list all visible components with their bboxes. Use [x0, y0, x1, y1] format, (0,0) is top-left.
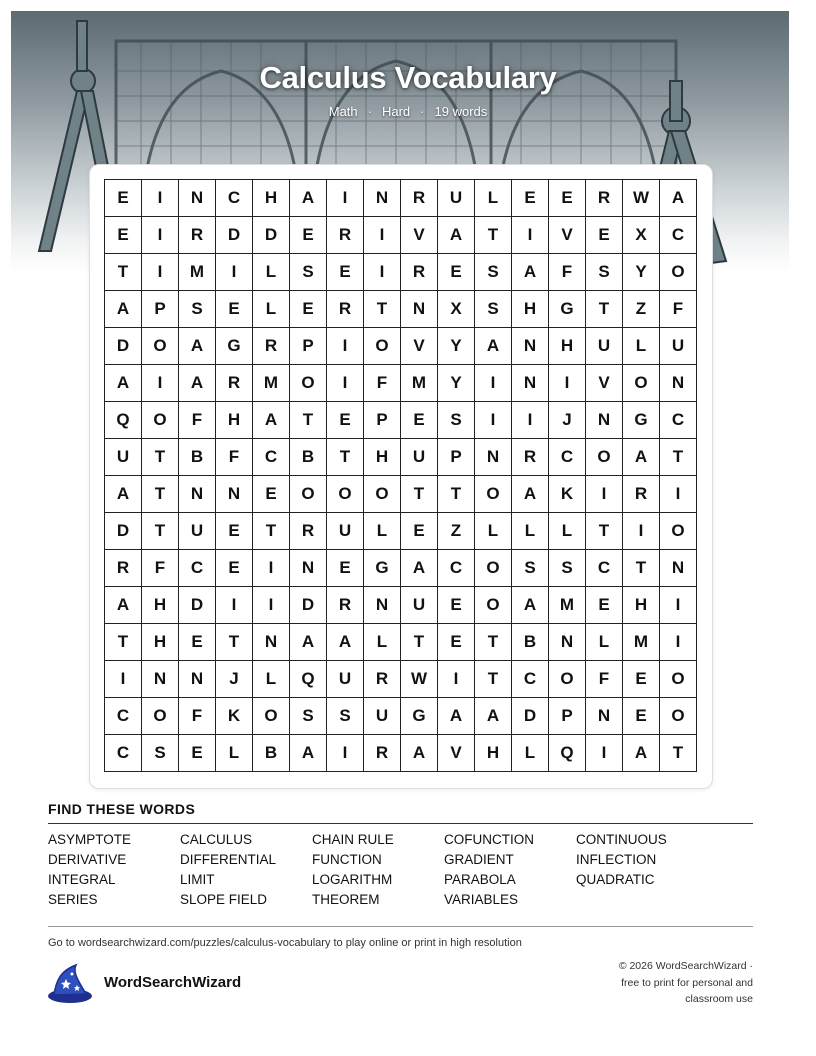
grid-cell[interactable]: R: [327, 587, 364, 624]
grid-cell[interactable]: L: [586, 624, 623, 661]
grid-cell[interactable]: Y: [623, 254, 660, 291]
grid-cell[interactable]: D: [216, 217, 253, 254]
grid-cell[interactable]: F: [660, 291, 697, 328]
grid-cell[interactable]: N: [660, 550, 697, 587]
grid-cell[interactable]: H: [364, 439, 401, 476]
grid-cell[interactable]: I: [475, 365, 512, 402]
grid-cell[interactable]: H: [253, 180, 290, 217]
grid-cell[interactable]: I: [549, 365, 586, 402]
grid-cell[interactable]: G: [549, 291, 586, 328]
grid-cell[interactable]: E: [290, 217, 327, 254]
grid-cell[interactable]: I: [142, 365, 179, 402]
copyright-line: free to print for personal and: [621, 976, 753, 989]
play-online-note: Go to wordsearchwizard.com/puzzles/calculus-vocabulary to play online or print in high resolution: [48, 937, 522, 949]
grid-cell[interactable]: S: [290, 698, 327, 735]
grid-cell[interactable]: I: [142, 217, 179, 254]
grid-cell[interactable]: H: [512, 291, 549, 328]
grid-cell[interactable]: C: [253, 439, 290, 476]
grid-cell[interactable]: S: [327, 698, 364, 735]
subject-label: Math: [328, 104, 358, 119]
grid-cell[interactable]: A: [401, 550, 438, 587]
word-list-item: VARIABLES: [444, 892, 519, 907]
word-list-item: PARABOLA: [444, 872, 516, 887]
word-list-item: SERIES: [48, 892, 98, 907]
grid-cell[interactable]: V: [438, 735, 475, 772]
grid-cell[interactable]: E: [290, 291, 327, 328]
puzzle-meta: [0, 104, 816, 119]
grid-cell[interactable]: A: [623, 439, 660, 476]
grid-cell[interactable]: H: [142, 587, 179, 624]
grid-cell[interactable]: V: [586, 365, 623, 402]
meta-separator: ·: [367, 104, 372, 119]
grid-cell[interactable]: L: [253, 661, 290, 698]
grid-cell[interactable]: M: [623, 624, 660, 661]
grid-cell[interactable]: N: [364, 180, 401, 217]
grid-cell[interactable]: A: [179, 328, 216, 365]
word-list-item: FUNCTION: [312, 852, 382, 867]
grid-cell[interactable]: U: [327, 513, 364, 550]
word-list-item: GRADIENT: [444, 852, 514, 867]
grid-cell[interactable]: A: [105, 476, 142, 513]
grid-cell[interactable]: T: [401, 476, 438, 513]
grid-cell[interactable]: N: [179, 476, 216, 513]
copyright-notice: [553, 958, 753, 1008]
grid-cell[interactable]: Q: [549, 735, 586, 772]
grid-cell[interactable]: P: [549, 698, 586, 735]
difficulty-label: Hard: [381, 104, 411, 119]
grid-cell[interactable]: H: [623, 587, 660, 624]
grid-cell[interactable]: I: [438, 661, 475, 698]
grid-cell[interactable]: A: [660, 180, 697, 217]
grid-cell[interactable]: N: [290, 550, 327, 587]
grid-cell[interactable]: E: [179, 624, 216, 661]
grid-cell[interactable]: T: [475, 624, 512, 661]
grid-cell[interactable]: M: [549, 587, 586, 624]
grid-cell[interactable]: U: [401, 439, 438, 476]
grid-cell[interactable]: E: [438, 254, 475, 291]
word-list-item: DERIVATIVE: [48, 852, 127, 867]
grid-cell[interactable]: E: [549, 180, 586, 217]
grid-cell[interactable]: G: [364, 550, 401, 587]
grid-cell[interactable]: C: [105, 735, 142, 772]
grid-cell[interactable]: I: [327, 365, 364, 402]
grid-cell[interactable]: E: [623, 698, 660, 735]
grid-cell[interactable]: R: [623, 476, 660, 513]
grid-cell[interactable]: P: [290, 328, 327, 365]
grid-cell[interactable]: A: [438, 698, 475, 735]
grid-cell[interactable]: C: [438, 550, 475, 587]
grid-cell[interactable]: L: [253, 291, 290, 328]
grid-cell[interactable]: I: [253, 587, 290, 624]
grid-cell[interactable]: U: [105, 439, 142, 476]
grid-cell[interactable]: S: [438, 402, 475, 439]
grid-cell[interactable]: V: [401, 217, 438, 254]
grid-cell[interactable]: V: [549, 217, 586, 254]
grid-cell[interactable]: Q: [290, 661, 327, 698]
page-title: Calculus Vocabulary: [259, 60, 557, 95]
word-list: [48, 832, 748, 912]
grid-cell[interactable]: U: [179, 513, 216, 550]
grid-cell[interactable]: R: [179, 217, 216, 254]
grid-cell[interactable]: F: [549, 254, 586, 291]
grid-cell[interactable]: N: [216, 476, 253, 513]
grid-cell[interactable]: S: [475, 254, 512, 291]
copyright-line: classroom use: [685, 993, 753, 1005]
grid-cell[interactable]: O: [142, 698, 179, 735]
grid-cell[interactable]: B: [512, 624, 549, 661]
grid-cell[interactable]: L: [475, 513, 512, 550]
grid-cell[interactable]: I: [660, 587, 697, 624]
grid-cell[interactable]: U: [364, 698, 401, 735]
grid-cell[interactable]: C: [216, 180, 253, 217]
grid-cell[interactable]: I: [512, 402, 549, 439]
grid-cell[interactable]: H: [475, 735, 512, 772]
word-list-item: LIMIT: [180, 872, 215, 887]
grid-cell[interactable]: O: [660, 254, 697, 291]
grid-cell[interactable]: K: [216, 698, 253, 735]
grid-cell[interactable]: A: [401, 735, 438, 772]
grid-cell[interactable]: I: [142, 254, 179, 291]
grid-cell[interactable]: I: [216, 587, 253, 624]
grid-cell[interactable]: L: [364, 513, 401, 550]
grid-cell[interactable]: C: [549, 439, 586, 476]
grid-cell[interactable]: I: [512, 217, 549, 254]
grid-cell[interactable]: L: [512, 735, 549, 772]
grid-cell[interactable]: H: [216, 402, 253, 439]
grid-cell[interactable]: O: [660, 661, 697, 698]
grid-cell[interactable]: E: [401, 513, 438, 550]
grid-cell[interactable]: N: [475, 439, 512, 476]
grid-cell[interactable]: G: [216, 328, 253, 365]
grid-cell[interactable]: L: [512, 513, 549, 550]
grid-cell[interactable]: I: [475, 402, 512, 439]
grid-cell[interactable]: S: [179, 291, 216, 328]
grid-cell[interactable]: N: [660, 365, 697, 402]
grid-cell[interactable]: O: [660, 513, 697, 550]
brand-name: WordSearchWizard: [104, 974, 242, 991]
word-list-heading: FIND THESE WORDS: [48, 801, 196, 817]
grid-cell[interactable]: E: [327, 402, 364, 439]
grid-cell[interactable]: N: [549, 624, 586, 661]
grid-cell[interactable]: T: [660, 439, 697, 476]
grid-cell[interactable]: Z: [623, 291, 660, 328]
grid-cell[interactable]: R: [401, 254, 438, 291]
grid-cell[interactable]: P: [364, 402, 401, 439]
grid-cell[interactable]: N: [142, 661, 179, 698]
grid-cell[interactable]: O: [475, 476, 512, 513]
grid-cell[interactable]: A: [512, 587, 549, 624]
grid-cell[interactable]: E: [253, 476, 290, 513]
word-list-item: DIFFERENTIAL: [180, 852, 277, 867]
grid-cell[interactable]: U: [327, 661, 364, 698]
grid-cell[interactable]: A: [512, 254, 549, 291]
grid-cell[interactable]: R: [290, 513, 327, 550]
grid-cell[interactable]: R: [364, 661, 401, 698]
grid-cell[interactable]: O: [475, 587, 512, 624]
word-list-item: INTEGRAL: [48, 872, 116, 887]
grid-cell[interactable]: I: [253, 550, 290, 587]
grid-cell[interactable]: K: [549, 476, 586, 513]
grid-cell[interactable]: F: [216, 439, 253, 476]
letter-grid[interactable]: [104, 179, 697, 772]
grid-cell[interactable]: A: [475, 328, 512, 365]
grid-cell[interactable]: L: [623, 328, 660, 365]
grid-cell[interactable]: T: [216, 624, 253, 661]
grid-cell[interactable]: E: [327, 254, 364, 291]
word-list-item: CHAIN RULE: [312, 832, 394, 847]
grid-cell[interactable]: I: [660, 476, 697, 513]
grid-cell[interactable]: I: [364, 254, 401, 291]
grid-cell[interactable]: B: [290, 439, 327, 476]
grid-cell[interactable]: F: [142, 550, 179, 587]
grid-cell[interactable]: T: [660, 735, 697, 772]
grid-cell[interactable]: S: [586, 254, 623, 291]
grid-cell[interactable]: N: [586, 698, 623, 735]
grid-cell[interactable]: W: [623, 180, 660, 217]
word-count-label: 19 words: [434, 104, 488, 119]
grid-cell[interactable]: E: [216, 513, 253, 550]
grid-cell[interactable]: I: [586, 476, 623, 513]
word-list-item: THEOREM: [312, 892, 380, 907]
grid-cell[interactable]: L: [549, 513, 586, 550]
grid-cell[interactable]: A: [105, 291, 142, 328]
grid-cell[interactable]: E: [401, 402, 438, 439]
grid-cell[interactable]: U: [586, 328, 623, 365]
grid-cell[interactable]: T: [475, 217, 512, 254]
grid-cell[interactable]: L: [253, 254, 290, 291]
grid-cell[interactable]: E: [586, 217, 623, 254]
word-list-item: CALCULUS: [180, 832, 253, 847]
grid-cell[interactable]: T: [142, 476, 179, 513]
grid-cell[interactable]: X: [438, 291, 475, 328]
grid-cell[interactable]: O: [364, 328, 401, 365]
grid-cell[interactable]: B: [253, 735, 290, 772]
grid-cell[interactable]: E: [512, 180, 549, 217]
grid-cell[interactable]: A: [105, 365, 142, 402]
grid-cell[interactable]: R: [327, 217, 364, 254]
grid-cell[interactable]: E: [105, 180, 142, 217]
grid-cell[interactable]: Z: [438, 513, 475, 550]
word-list-item: INFLECTION: [576, 852, 657, 867]
grid-cell[interactable]: M: [179, 254, 216, 291]
grid-cell[interactable]: T: [438, 476, 475, 513]
grid-cell[interactable]: N: [512, 328, 549, 365]
grid-cell[interactable]: T: [364, 291, 401, 328]
grid-cell[interactable]: A: [290, 735, 327, 772]
grid-cell[interactable]: O: [475, 550, 512, 587]
grid-cell[interactable]: D: [512, 698, 549, 735]
grid-cell[interactable]: R: [586, 180, 623, 217]
word-list-item: CONTINUOUS: [576, 832, 667, 847]
grid-cell[interactable]: A: [105, 587, 142, 624]
grid-cell[interactable]: T: [586, 291, 623, 328]
grid-cell[interactable]: T: [253, 513, 290, 550]
grid-cell[interactable]: D: [290, 587, 327, 624]
grid-cell[interactable]: A: [512, 476, 549, 513]
grid-cell[interactable]: F: [364, 365, 401, 402]
grid-cell[interactable]: A: [179, 365, 216, 402]
grid-cell[interactable]: S: [512, 550, 549, 587]
grid-cell[interactable]: O: [290, 365, 327, 402]
grid-cell[interactable]: T: [142, 513, 179, 550]
divider: [48, 926, 753, 927]
grid-cell[interactable]: T: [327, 439, 364, 476]
grid-cell[interactable]: E: [438, 587, 475, 624]
grid-cell[interactable]: F: [179, 698, 216, 735]
grid-cell[interactable]: R: [105, 550, 142, 587]
grid-cell[interactable]: I: [105, 661, 142, 698]
grid-cell[interactable]: L: [475, 180, 512, 217]
grid-cell[interactable]: S: [290, 254, 327, 291]
grid-cell[interactable]: E: [216, 291, 253, 328]
grid-cell[interactable]: N: [586, 402, 623, 439]
grid-cell[interactable]: W: [401, 661, 438, 698]
grid-cell[interactable]: I: [216, 254, 253, 291]
grid-cell[interactable]: R: [401, 180, 438, 217]
grid-cell[interactable]: O: [142, 402, 179, 439]
grid-cell[interactable]: A: [327, 624, 364, 661]
grid-cell[interactable]: E: [586, 587, 623, 624]
grid-cell[interactable]: O: [327, 476, 364, 513]
word-list-item: ASYMPTOTE: [48, 832, 132, 847]
grid-cell[interactable]: T: [401, 624, 438, 661]
grid-cell[interactable]: D: [179, 587, 216, 624]
grid-cell[interactable]: A: [253, 402, 290, 439]
grid-cell[interactable]: D: [105, 328, 142, 365]
grid-cell[interactable]: I: [327, 180, 364, 217]
grid-cell[interactable]: S: [549, 550, 586, 587]
grid-cell[interactable]: N: [512, 365, 549, 402]
grid-cell[interactable]: U: [401, 587, 438, 624]
grid-cell[interactable]: S: [475, 291, 512, 328]
grid-cell[interactable]: V: [401, 328, 438, 365]
grid-cell[interactable]: S: [142, 735, 179, 772]
grid-cell[interactable]: G: [401, 698, 438, 735]
grid-cell[interactable]: E: [179, 735, 216, 772]
grid-cell[interactable]: I: [327, 328, 364, 365]
word-list-item: SLOPE FIELD: [180, 892, 268, 907]
grid-cell[interactable]: A: [475, 698, 512, 735]
grid-cell[interactable]: R: [216, 365, 253, 402]
grid-cell[interactable]: E: [438, 624, 475, 661]
grid-cell[interactable]: O: [623, 365, 660, 402]
grid-cell[interactable]: R: [327, 291, 364, 328]
grid-cell[interactable]: G: [623, 402, 660, 439]
grid-cell[interactable]: I: [623, 513, 660, 550]
grid-cell[interactable]: A: [290, 180, 327, 217]
grid-cell[interactable]: T: [105, 254, 142, 291]
grid-cell[interactable]: Y: [438, 365, 475, 402]
grid-cell[interactable]: N: [401, 291, 438, 328]
grid-cell[interactable]: C: [586, 550, 623, 587]
grid-cell[interactable]: P: [142, 291, 179, 328]
grid-cell[interactable]: E: [216, 550, 253, 587]
grid-cell[interactable]: A: [290, 624, 327, 661]
grid-cell[interactable]: I: [586, 735, 623, 772]
grid-cell[interactable]: O: [549, 661, 586, 698]
grid-cell[interactable]: O: [290, 476, 327, 513]
grid-cell[interactable]: C: [105, 698, 142, 735]
grid-cell[interactable]: F: [586, 661, 623, 698]
grid-cell[interactable]: U: [660, 328, 697, 365]
grid-cell[interactable]: C: [660, 402, 697, 439]
grid-cell[interactable]: T: [586, 513, 623, 550]
grid-cell[interactable]: E: [327, 550, 364, 587]
meta-separator: ·: [420, 104, 425, 119]
grid-cell[interactable]: N: [364, 587, 401, 624]
grid-cell[interactable]: J: [216, 661, 253, 698]
grid-cell[interactable]: D: [105, 513, 142, 550]
word-list-item: COFUNCTION: [444, 832, 534, 847]
grid-cell[interactable]: R: [253, 328, 290, 365]
grid-cell[interactable]: E: [623, 661, 660, 698]
grid-cell[interactable]: I: [364, 217, 401, 254]
divider: [48, 823, 753, 824]
grid-cell[interactable]: A: [438, 217, 475, 254]
grid-cell[interactable]: R: [512, 439, 549, 476]
grid-cell[interactable]: C: [660, 217, 697, 254]
grid-cell[interactable]: T: [142, 439, 179, 476]
grid-cell[interactable]: T: [290, 402, 327, 439]
grid-cell[interactable]: I: [327, 735, 364, 772]
grid-cell[interactable]: U: [438, 180, 475, 217]
grid-cell[interactable]: B: [179, 439, 216, 476]
grid-cell[interactable]: O: [660, 698, 697, 735]
grid-cell[interactable]: M: [401, 365, 438, 402]
grid-cell[interactable]: F: [179, 402, 216, 439]
grid-cell[interactable]: T: [105, 624, 142, 661]
wizard-hat-icon: [46, 963, 94, 1005]
word-list-item: LOGARITHM: [312, 872, 393, 887]
copyright-line: © 2026 WordSearchWizard ·: [618, 960, 753, 972]
grid-cell[interactable]: Y: [438, 328, 475, 365]
grid-cell[interactable]: H: [142, 624, 179, 661]
grid-cell[interactable]: P: [438, 439, 475, 476]
grid-cell[interactable]: N: [179, 180, 216, 217]
grid-cell[interactable]: Q: [105, 402, 142, 439]
grid-cell[interactable]: O: [253, 698, 290, 735]
grid-cell[interactable]: J: [549, 402, 586, 439]
grid-cell[interactable]: H: [549, 328, 586, 365]
grid-cell[interactable]: A: [623, 735, 660, 772]
grid-cell[interactable]: O: [364, 476, 401, 513]
grid-cell[interactable]: O: [586, 439, 623, 476]
grid-cell[interactable]: D: [253, 217, 290, 254]
grid-cell[interactable]: T: [623, 550, 660, 587]
grid-cell[interactable]: N: [179, 661, 216, 698]
grid-cell[interactable]: O: [142, 328, 179, 365]
grid-cell[interactable]: L: [364, 624, 401, 661]
grid-cell[interactable]: R: [364, 735, 401, 772]
grid-cell[interactable]: I: [660, 624, 697, 661]
grid-cell[interactable]: C: [179, 550, 216, 587]
grid-cell[interactable]: E: [105, 217, 142, 254]
word-list-item: QUADRATIC: [576, 872, 655, 887]
grid-cell[interactable]: T: [475, 661, 512, 698]
grid-cell[interactable]: X: [623, 217, 660, 254]
grid-cell[interactable]: I: [142, 180, 179, 217]
grid-cell[interactable]: M: [253, 365, 290, 402]
grid-cell[interactable]: C: [512, 661, 549, 698]
grid-cell[interactable]: L: [216, 735, 253, 772]
grid-cell[interactable]: N: [253, 624, 290, 661]
